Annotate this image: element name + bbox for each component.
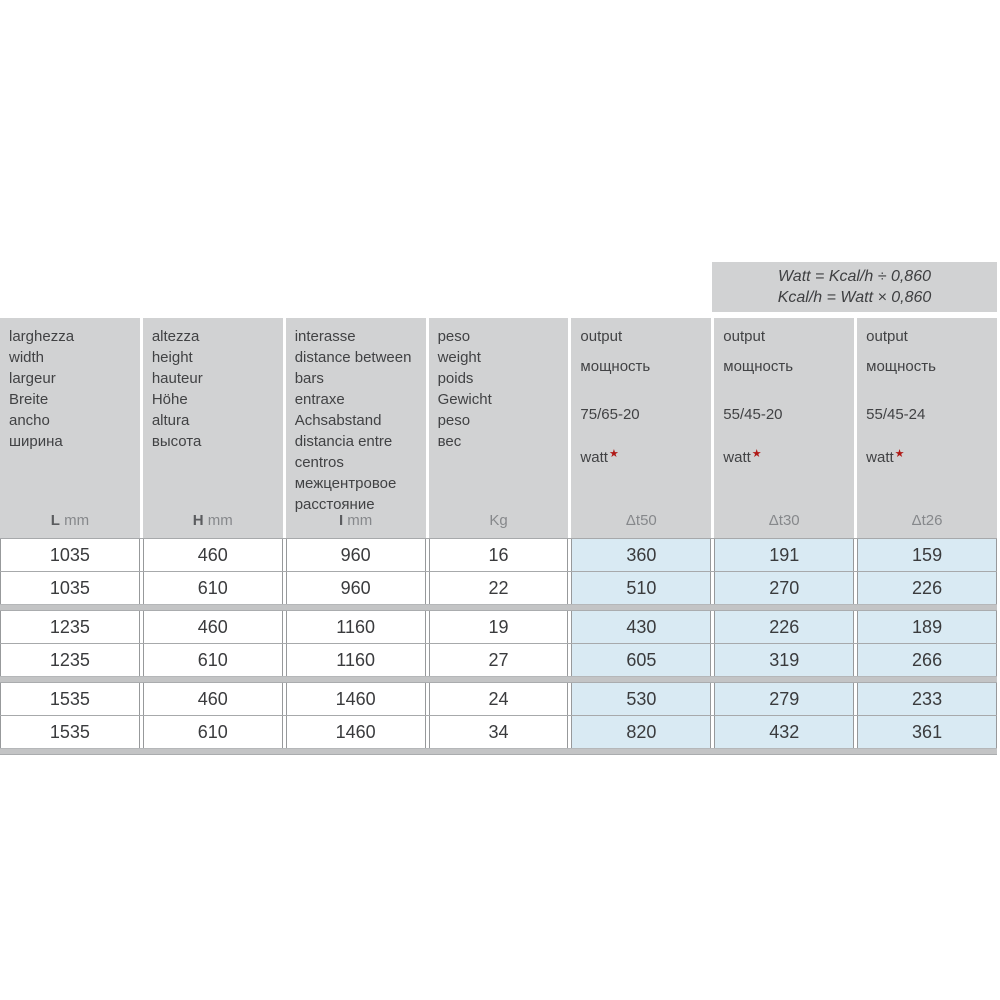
output-value-cell: 191 bbox=[714, 539, 854, 571]
dimension-value-cell: 1160 bbox=[286, 611, 426, 643]
output-value-cell: 270 bbox=[714, 572, 854, 604]
unit-symbol: H bbox=[192, 512, 204, 529]
header-cell-output-5545-24 bbox=[857, 318, 997, 538]
dimension-value-cell: 610 bbox=[143, 716, 283, 748]
delta-label-t50: Δt50 bbox=[625, 512, 657, 529]
output-regime: 75/65-20 bbox=[580, 406, 640, 423]
output-value-cell: 820 bbox=[571, 716, 711, 748]
star-icon: ★ bbox=[751, 448, 762, 460]
unit-text: Kg bbox=[489, 512, 508, 529]
output-title-ru: мощность bbox=[580, 358, 651, 375]
output-title: output bbox=[580, 328, 623, 345]
star-icon: ★ bbox=[894, 448, 905, 460]
output-title: output bbox=[723, 328, 765, 345]
header-cell-distance bbox=[286, 318, 426, 538]
output-value-cell: 159 bbox=[857, 539, 997, 571]
output-value-cell: 279 bbox=[714, 683, 854, 715]
table-row bbox=[0, 571, 997, 604]
table-row bbox=[0, 683, 997, 715]
header-label: distance between bars bbox=[294, 349, 412, 387]
table-row bbox=[0, 539, 997, 571]
dimension-value-cell: 19 bbox=[429, 611, 569, 643]
output-watt-label bbox=[580, 447, 703, 470]
table-row bbox=[0, 611, 997, 643]
header-label: poids bbox=[437, 370, 474, 387]
delta-label-t26: Δt26 bbox=[911, 512, 943, 529]
group-separator bbox=[0, 676, 997, 683]
header-label: вес bbox=[437, 433, 462, 450]
dimension-value-cell: 1235 bbox=[0, 644, 140, 676]
group-separator bbox=[0, 604, 997, 611]
output-value-cell: 361 bbox=[857, 716, 997, 748]
formula-line-watt: Watt = Kcal/h ÷ 0,860 bbox=[777, 268, 931, 285]
output-regime: 55/45-20 bbox=[723, 406, 783, 423]
header-label: ancho bbox=[9, 412, 50, 429]
group-separator bbox=[0, 748, 997, 755]
dimension-value-cell: 1460 bbox=[286, 716, 426, 748]
unit-text: mm bbox=[207, 512, 233, 529]
delta-label-t30: Δt30 bbox=[768, 512, 800, 529]
dimension-value-cell: 460 bbox=[143, 611, 283, 643]
output-value-cell: 510 bbox=[571, 572, 711, 604]
output-value-cell: 226 bbox=[857, 572, 997, 604]
header-label: hauteur bbox=[151, 370, 203, 387]
output-value-cell: 266 bbox=[857, 644, 997, 676]
header-label: ширина bbox=[9, 433, 63, 450]
dimension-value-cell: 16 bbox=[429, 539, 569, 571]
header-cell-height bbox=[143, 318, 283, 538]
dimension-value-cell: 610 bbox=[143, 644, 283, 676]
radiator-spec-table bbox=[0, 318, 997, 755]
header-label: altezza bbox=[151, 328, 200, 345]
output-watt-label bbox=[723, 447, 846, 470]
header-label: peso bbox=[437, 328, 471, 345]
dimension-value-cell: 34 bbox=[429, 716, 569, 748]
output-title-ru: мощность bbox=[723, 358, 794, 375]
header-label: largeur bbox=[9, 370, 56, 387]
output-value-cell: 360 bbox=[571, 539, 711, 571]
star-icon: ★ bbox=[608, 448, 619, 460]
dimension-value-cell: 1035 bbox=[0, 572, 140, 604]
header-cell-weight bbox=[429, 318, 569, 538]
header-label: peso bbox=[437, 412, 471, 429]
header-label: weight bbox=[437, 349, 481, 366]
header-label: distancia entre centros bbox=[294, 433, 393, 471]
dimension-value-cell: 22 bbox=[429, 572, 569, 604]
output-value-cell: 430 bbox=[571, 611, 711, 643]
header-label: Achsabstand bbox=[294, 412, 382, 429]
header-cell-output-5545-20 bbox=[714, 318, 854, 538]
output-value-cell: 530 bbox=[571, 683, 711, 715]
conversion-formula-box bbox=[712, 262, 997, 312]
dimension-value-cell: 460 bbox=[143, 683, 283, 715]
header-label: Höhe bbox=[151, 391, 188, 408]
dimension-value-cell: 960 bbox=[286, 572, 426, 604]
unit-text: mm bbox=[64, 512, 90, 529]
output-watt-label bbox=[866, 447, 989, 470]
dimension-value-cell: 960 bbox=[286, 539, 426, 571]
dimension-value-cell: 1535 bbox=[0, 716, 140, 748]
output-title-ru: мощность bbox=[866, 358, 936, 375]
header-label: height bbox=[151, 349, 193, 366]
header-label: межцентровое расстояние bbox=[294, 475, 397, 513]
header-label: Breite bbox=[9, 391, 49, 408]
dimension-value-cell: 1035 bbox=[0, 539, 140, 571]
dimension-value-cell: 1160 bbox=[286, 644, 426, 676]
unit-symbol: L bbox=[50, 512, 60, 529]
output-value-cell: 189 bbox=[857, 611, 997, 643]
dimension-value-cell: 27 bbox=[429, 644, 569, 676]
header-label: interasse bbox=[294, 328, 356, 345]
unit-label-L-mm bbox=[0, 510, 140, 531]
unit-text: mm bbox=[347, 512, 373, 529]
output-value-cell: 319 bbox=[714, 644, 854, 676]
header-label: entraxe bbox=[294, 391, 345, 408]
output-value-cell: 226 bbox=[714, 611, 854, 643]
header-label: altura bbox=[151, 412, 190, 429]
table-body bbox=[0, 538, 997, 755]
header-label: width bbox=[9, 349, 45, 366]
dimension-value-cell: 460 bbox=[143, 539, 283, 571]
table-header-row bbox=[0, 318, 997, 538]
watt-text: watt bbox=[866, 449, 894, 466]
watt-text: watt bbox=[723, 449, 751, 466]
output-value-cell: 233 bbox=[857, 683, 997, 715]
dimension-value-cell: 1535 bbox=[0, 683, 140, 715]
header-label: Gewicht bbox=[437, 391, 492, 408]
dimension-value-cell: 24 bbox=[429, 683, 569, 715]
table-row bbox=[0, 643, 997, 676]
unit-label-kg bbox=[429, 510, 569, 531]
watt-text: watt bbox=[580, 449, 608, 466]
header-label: larghezza bbox=[9, 328, 75, 345]
table-row bbox=[0, 715, 997, 748]
header-label: высота bbox=[151, 433, 202, 450]
dimension-value-cell: 1460 bbox=[286, 683, 426, 715]
output-value-cell: 605 bbox=[571, 644, 711, 676]
output-title: output bbox=[866, 328, 908, 345]
unit-label-I-mm bbox=[286, 510, 426, 531]
dimension-value-cell: 610 bbox=[143, 572, 283, 604]
output-value-cell: 432 bbox=[714, 716, 854, 748]
dimension-value-cell: 1235 bbox=[0, 611, 140, 643]
unit-symbol: I bbox=[338, 512, 344, 529]
header-cell-output-7565 bbox=[571, 318, 711, 538]
formula-line-kcal: Kcal/h = Watt × 0,860 bbox=[777, 289, 932, 306]
unit-label-H-mm bbox=[143, 510, 283, 531]
output-regime: 55/45-24 bbox=[866, 406, 926, 423]
header-cell-width bbox=[0, 318, 140, 538]
